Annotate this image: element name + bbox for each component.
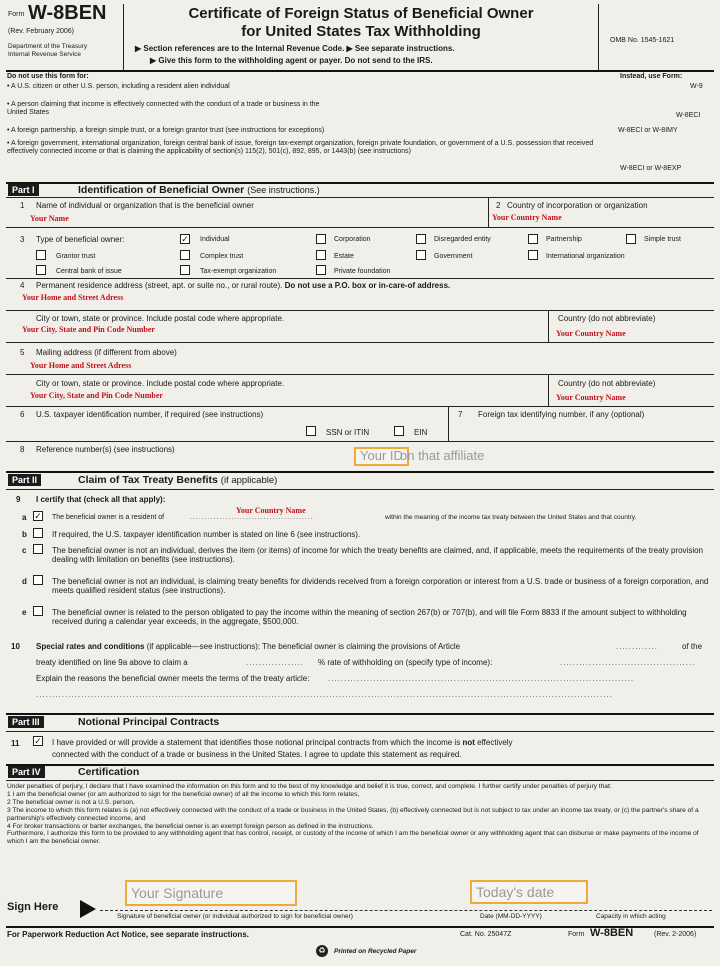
header-instructions-2: ▶ Give this form to the withholding agent or payer. Do not send to the IRS. [150, 56, 433, 65]
instead-use-heading: Instead, use Form: [620, 73, 683, 80]
dnu-form-2: W-8ECI [676, 112, 701, 119]
line3-num: 3 [20, 235, 25, 244]
form-id: W-8BEN [28, 2, 107, 24]
line11-line-b: connected with the conduct of a trade or business in the United States. I agree to update this statement as required. [52, 750, 462, 759]
line11-line-a [52, 738, 716, 747]
line11a-text: I have provided or will provide a statement that identifies those notional principal contracts from which the income is [52, 738, 461, 747]
item9b-checkbox[interactable] [33, 528, 47, 538]
line7-label: Foreign tax identifying number, if any (optional) [478, 410, 645, 419]
dnu-form-4: W-8ECI or W-8EXP [620, 165, 682, 172]
line2-num: 2 [496, 201, 501, 210]
form-word: Form [8, 11, 25, 18]
reference-note: on that affiliate [400, 448, 485, 463]
sign-here-label: Sign Here [7, 901, 59, 913]
line10-explain-field-2[interactable]: ................................................................................................................................................................................... [36, 690, 613, 699]
line11a-bold: not [462, 738, 475, 747]
line10-explain-field[interactable]: ............................................................................................... [328, 674, 635, 683]
dnu-item-4: • A foreign government, international organization, foreign central bank of issue, foreign tax-exempt organization, foreign private foundation, or government of a U.S. possession that received effectively connected income or that is claiming the applicability of section(s) 115(2), 501(c), 892, 895, or 1443(b) (see instructions) [7, 140, 594, 156]
footer-revision: (Rev. 2-2006) [654, 931, 697, 938]
dnu-item-1: • A U.S. citizen or other U.S. person, including a resident alien individual [7, 83, 230, 90]
line6-num: 6 [20, 410, 25, 419]
line10-line-a [36, 642, 460, 651]
paperwork-notice: For Paperwork Reduction Act Notice, see separate instructions. [7, 930, 249, 939]
line5-num: 5 [20, 348, 25, 357]
line10-article-field[interactable]: ............. [616, 642, 658, 651]
owner-private-foundation-label: Private foundation [334, 268, 391, 275]
header-instructions-1: ▶ Section references are to the Internal Revenue Code. ▶ See separate instructions. [135, 44, 455, 53]
cat-number: Cat. No. 25047Z [460, 931, 512, 938]
owner-partnership-label: Partnership [546, 236, 582, 243]
city-label: City or town, state or province. Include postal code where appropriate. [36, 314, 285, 323]
part2-title [78, 474, 277, 487]
owner-simple-trust-label: Simple trust [644, 236, 681, 243]
line4-bold-text: Do not use a P.O. box or in-care-of address. [284, 281, 451, 290]
cert-item-1: 1 I am the beneficial owner (or am authorized to sign for the beneficial owner) of all the income to which this form relates, [7, 790, 360, 798]
item9c-letter: c [22, 546, 27, 555]
owner-central-bank-checkbox[interactable] [36, 265, 50, 275]
part1-title-suffix: (See instructions.) [247, 185, 320, 195]
part1-title [78, 184, 320, 196]
ssn-checkbox[interactable] [306, 426, 320, 436]
line2-label: Country of incorporation or organization [507, 201, 648, 210]
irs-label: Internal Revenue Service [8, 51, 81, 58]
part4-label: Part IV [8, 766, 45, 778]
part3-title: Notional Principal Contracts [78, 716, 220, 728]
line1-value[interactable]: Your Name [30, 214, 69, 223]
owner-disregarded-label: Disregarded entity [434, 236, 491, 243]
cert-item-3: 3 The income to which this form relates is (a) not effectively connected with the conduct of a trade or business in the United States, (b) effectively connected but is not subject to tax under an income tax treaty, or (c) the partner's share of a partnership's effectively connected income, and [7, 806, 699, 822]
line2-value[interactable]: Your Country Name [492, 213, 562, 222]
line10-line-c: Explain the reasons the beneficial owner meets the terms of the treaty article: [36, 674, 310, 683]
line9-num: 9 [16, 495, 21, 504]
country-label: Country (do not abbreviate) [558, 314, 656, 323]
owner-corporation-label: Corporation [334, 236, 371, 243]
do-not-use-heading: Do not use this form for: [7, 73, 89, 80]
owner-simple-trust-checkbox[interactable] [626, 234, 640, 244]
ein-checkbox[interactable] [394, 426, 408, 436]
recycled-paper: Printed on Recycled Paper [334, 948, 417, 955]
line1-num: 1 [20, 201, 25, 210]
part1-title-text: Identification of Beneficial Owner [78, 184, 245, 196]
owner-grantor-trust-label: Grantor trust [56, 253, 96, 260]
line6-label: U.S. taxpayer identification number, if required (see instructions) [36, 410, 264, 419]
owner-government-label: Government [434, 253, 473, 260]
item9b-text: If required, the U.S. taxpayer identification number is stated on line 6 (see instructions). [52, 530, 361, 539]
line5-label: Mailing address (if different from above) [36, 348, 177, 357]
line10a-text: (if applicable—see instructions): The beneficial owner is claiming the provisions of Article [146, 642, 461, 651]
item9e-letter: e [22, 608, 27, 617]
line8-num: 8 [20, 445, 25, 454]
owner-government-checkbox[interactable] [416, 250, 430, 260]
item9c-text: The beneficial owner is not an individual, derives the item (or items) of income for which the treaty benefits are claimed, and, if applicable, meets the requirements of the treaty provision dealing with limitation on benefits (see instructions). [52, 546, 703, 565]
department: Department of the Treasury [8, 43, 88, 50]
dnu-item-2: • A person claiming that income is effectively connected with the conduct of a trade or business in the United States [7, 101, 320, 117]
check-icon: ✓ [181, 234, 189, 244]
owner-estate-checkbox[interactable] [316, 250, 330, 260]
part2-label: Part II [8, 474, 41, 486]
cert-furthermore: Furthermore, I authorize this form to be provided to any withholding agent that has control, receipt, or custody of the income of which I am the beneficial owner or any withholding agent that can disburse or make payments of the income of which I am the beneficial owner. [7, 830, 699, 846]
ssn-label: SSN or ITIN [326, 428, 370, 437]
country-value[interactable]: Your Country Name [556, 329, 626, 338]
line11-num: 11 [11, 739, 20, 748]
country2-value[interactable]: Your Country Name [556, 393, 626, 402]
line10-income-field[interactable]: .......................................... [560, 658, 696, 667]
line8-label: Reference number(s) (see instructions) [36, 445, 175, 454]
dnu-form-3: W-8ECI or W-8IMY [618, 127, 678, 134]
part2-title-suffix: (if applicable) [220, 475, 278, 486]
line10-rate-field[interactable]: .................. [246, 658, 305, 667]
ein-label: EIN [414, 428, 428, 437]
line4-label [36, 281, 450, 290]
item9a-checkbox[interactable] [33, 511, 47, 521]
signature-line [100, 910, 712, 911]
line11-checkbox[interactable] [33, 736, 47, 746]
item9e-checkbox[interactable] [33, 606, 47, 616]
check-icon: ✓ [34, 736, 42, 746]
line5-value[interactable]: Your Home and Street Adress [30, 361, 132, 370]
footer-form-word: Form [568, 931, 585, 938]
date-caption: Date (MM-DD-YYYY) [480, 913, 542, 920]
certification-text [7, 783, 713, 846]
owner-central-bank-label: Central bank of issue [56, 268, 122, 275]
line9-label: I certify that (check all that apply): [36, 495, 166, 504]
part3-label: Part III [8, 716, 44, 728]
line4-value[interactable]: Your Home and Street Adress [22, 293, 124, 302]
owner-disregarded-checkbox[interactable] [416, 234, 430, 244]
item9b-letter: b [22, 530, 27, 539]
reference-id-highlight[interactable]: Your ID [354, 447, 409, 466]
owner-tax-exempt-checkbox[interactable] [180, 265, 194, 275]
item9a-text2: within the meaning of the income tax treaty between the United States and that country. [385, 514, 637, 521]
form-title-line1: Certificate of Foreign Status of Beneficial Owner [188, 5, 534, 22]
owner-estate-label: Estate [334, 253, 354, 260]
item9a-country-value[interactable]: Your Country Name [236, 506, 306, 515]
item9d-text: The beneficial owner is not an individual, is claiming treaty benefits for dividends received from a foreign corporation or interest from a U.S. trade or business of a foreign corporation, and meets qualified resident status (see instructions). [52, 577, 709, 596]
item9c-checkbox[interactable] [33, 544, 47, 554]
form-title-line2: for United States Tax Withholding [241, 23, 481, 40]
signature-caption: Signature of beneficial owner (or individual authorized to sign for beneficial owner) [117, 913, 353, 920]
omb-number: OMB No. 1545-1621 [610, 37, 675, 44]
item9a-dotted-line: .......................................... [190, 514, 314, 521]
line10-end: of the [682, 642, 703, 651]
line1-label: Name of individual or organization that is the beneficial owner [36, 201, 254, 210]
line10-bold: Special rates and conditions [36, 642, 145, 651]
city-value[interactable]: Your City, State and Pin Code Number [22, 325, 155, 334]
owner-intl-org-label: International organization [546, 253, 625, 260]
city2-label: City or town, state or province. Include postal code where appropriate. [36, 379, 285, 388]
sign-arrow-icon [78, 898, 98, 920]
owner-corporation-checkbox[interactable] [316, 234, 330, 244]
part1-label: Part I [8, 184, 39, 196]
line10-line-b-mid: % rate of withholding on (specify type of income): [318, 658, 493, 667]
item9d-letter: d [22, 577, 27, 586]
perjury-statement: Under penalties of perjury, I declare that I have examined the information on this form and to the best of my knowledge and belief it is true, correct, and complete. I further certify under penalties of perjury that: [7, 783, 612, 790]
line11a-end: effectively [477, 738, 513, 747]
line10-num: 10 [11, 642, 20, 651]
check-icon: ✓ [34, 511, 42, 521]
part2-title-text: Claim of Tax Treaty Benefits [78, 474, 218, 486]
owner-tax-exempt-label: Tax-exempt organization [200, 268, 277, 275]
line4-num: 4 [20, 281, 25, 290]
line4-text: Permanent residence address (street, apt. or suite no., or rural route). [36, 281, 283, 290]
country2-label: Country (do not abbreviate) [558, 379, 656, 388]
line7-num: 7 [458, 410, 463, 419]
capacity-caption: Capacity in which acting [596, 913, 666, 920]
item9d-checkbox[interactable] [33, 575, 47, 585]
line3-label: Type of beneficial owner: [36, 235, 125, 244]
owner-complex-trust-checkbox[interactable] [180, 250, 194, 260]
item9e-text: The beneficial owner is related to the person obligated to pay the income within the meaning of section 267(b) or 707(b), and will file Form 8833 if the amount subject to withholding received during a calendar year exceeds, in the aggregate, $500,000. [52, 608, 687, 627]
signature-highlight[interactable]: Your Signature [125, 880, 297, 906]
owner-intl-org-checkbox[interactable] [528, 250, 542, 260]
form-revision: (Rev. February 2006) [8, 28, 75, 35]
owner-individual-checkbox[interactable] [180, 234, 194, 244]
cert-item-2: 2 The beneficial owner is not a U.S. person, [7, 798, 135, 806]
dnu-form-1: W-9 [690, 83, 703, 90]
date-highlight[interactable]: Today's date [470, 880, 588, 904]
city2-value[interactable]: Your City, State and Pin Code Number [30, 391, 163, 400]
dnu-item-3: • A foreign partnership, a foreign simple trust, or a foreign grantor trust (see instructions for exceptions) [7, 127, 325, 134]
recycle-icon: ♻ [316, 945, 328, 957]
item9a-text: The beneficial owner is a resident of [52, 514, 165, 521]
owner-individual-label: Individual [200, 236, 230, 243]
owner-complex-trust-label: Complex trust [200, 253, 244, 260]
part4-title: Certification [78, 766, 140, 778]
owner-partnership-checkbox[interactable] [528, 234, 542, 244]
item9a-letter: a [22, 513, 27, 522]
owner-grantor-trust-checkbox[interactable] [36, 250, 50, 260]
cert-item-4: 4 For broker transactions or barter exchanges, the beneficial owner is an exempt foreign person as defined in the instructions. [7, 822, 374, 830]
owner-private-foundation-checkbox[interactable] [316, 265, 330, 275]
footer-form-id: W-8BEN [590, 927, 634, 939]
line10-line-b: treaty identified on line 9a above to claim a [36, 658, 188, 667]
